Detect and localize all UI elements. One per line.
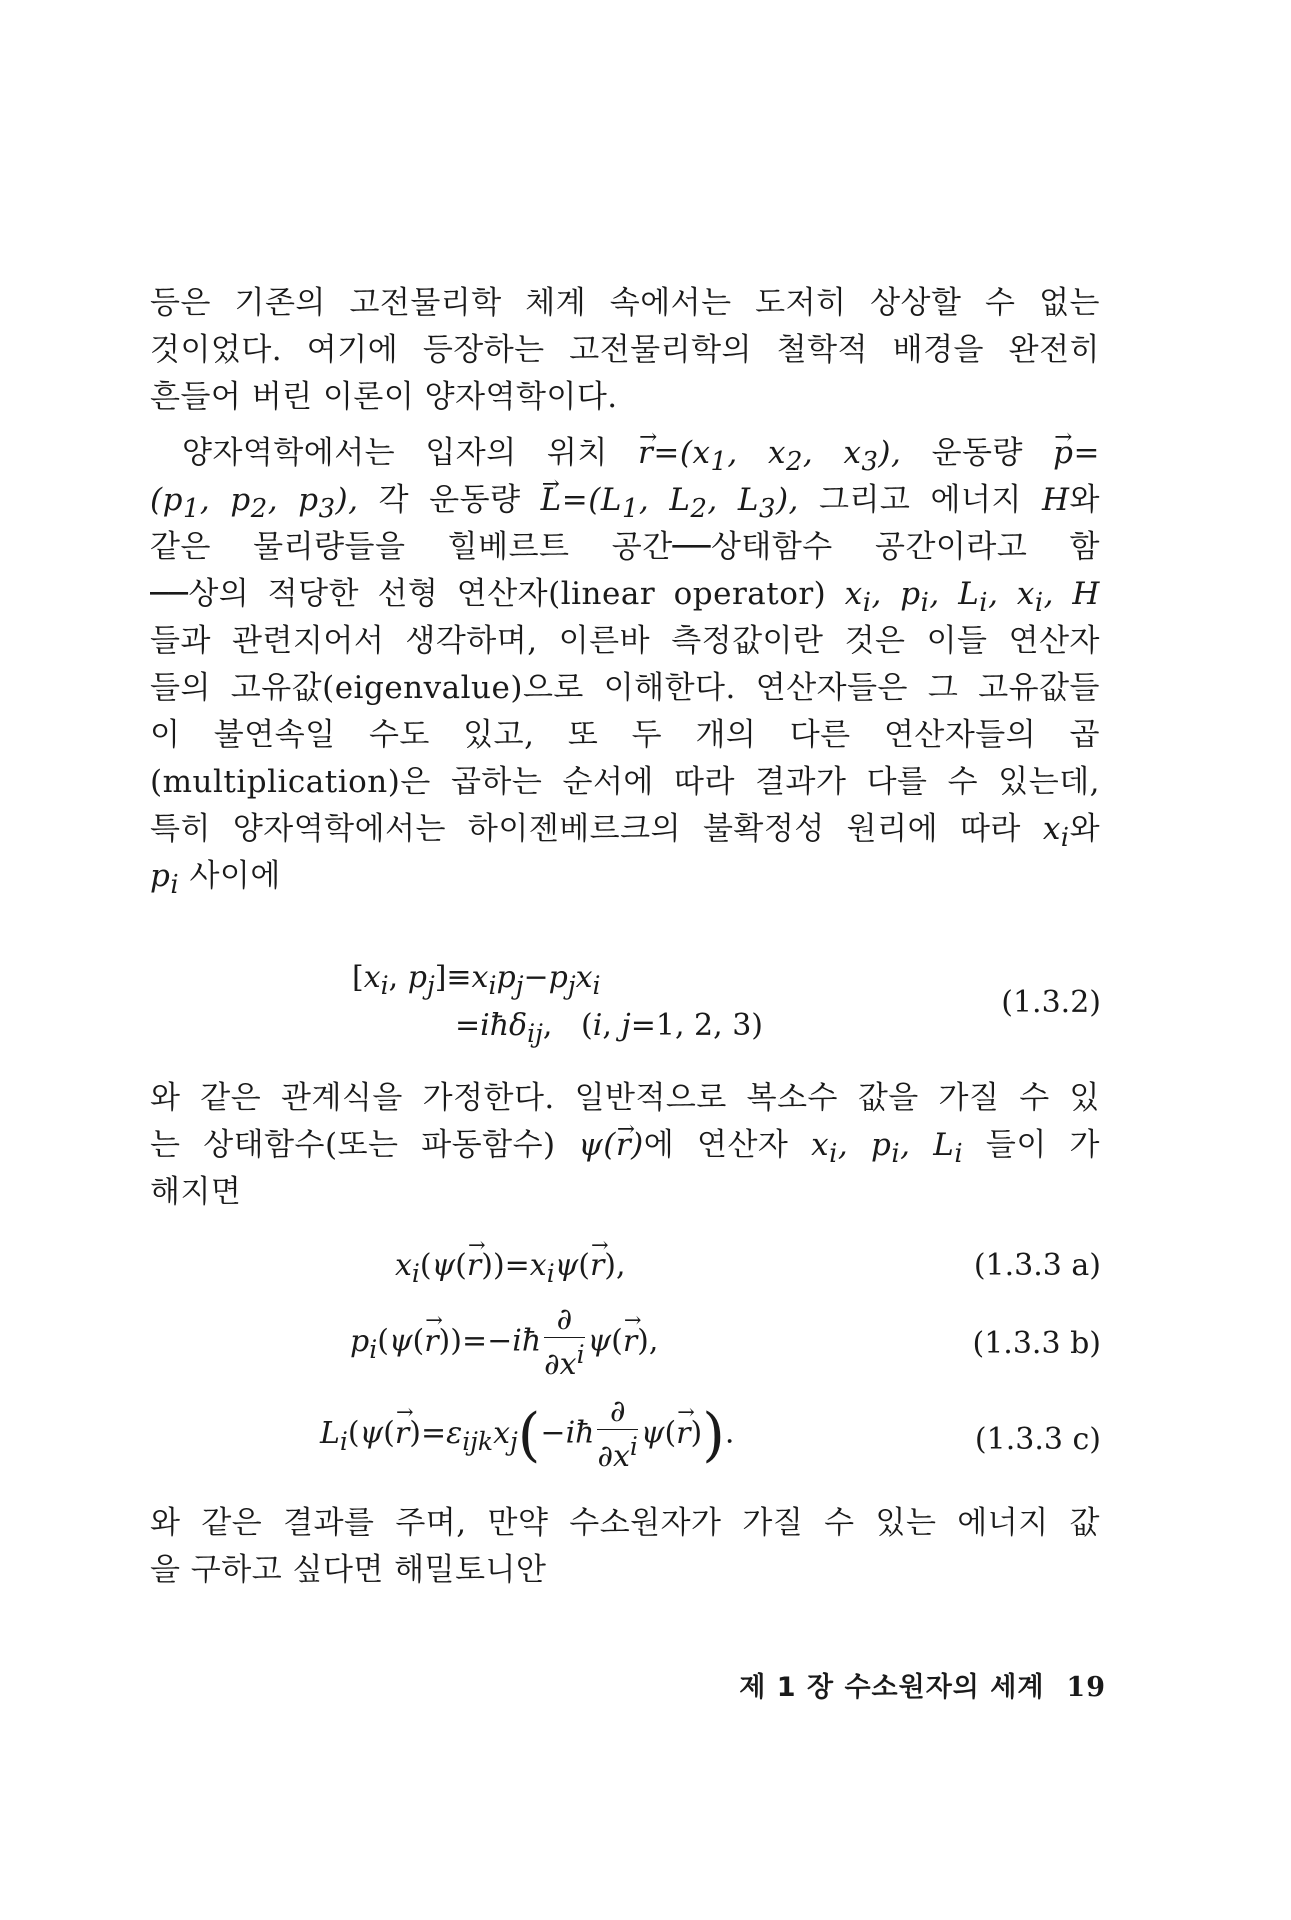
text-line: $p_i$ 사이에 xyxy=(150,858,281,900)
text-fragment: 들이 가 xyxy=(985,1127,1100,1163)
text-line: 같은 물리량들을 힐베르트 공간──상태함수 공간이라고 함 xyxy=(150,529,1100,565)
equation-1-3-3c: $L_i(\psi(\to$ $r)=\varepsilon_{ijk}x_j(-iħ$ $\frac{\partial}{\partial x^i}$ ψ(→ r)). xyxy=(320,1397,734,1472)
text-line: (multiplication)은 곱하는 순서에 따라 결과가 다를 수 있는데, xyxy=(150,764,1100,800)
text-line: 이 불연속일 수도 있고, 또 두 개의 다른 연산자들의 곱 xyxy=(150,717,1100,753)
paragraph-1 xyxy=(150,280,1100,421)
text-line xyxy=(150,1122,1100,1169)
text-line: 와 같은 관계식을 가정한다. 일반적으로 복소수 값을 가질 수 있 xyxy=(150,1080,1100,1116)
text-fragment: 운동량 xyxy=(931,435,1023,471)
text-line: 들의 고유값(eigenvalue)으로 이해한다. 연산자들은 그 고유값들 xyxy=(150,670,1100,706)
text-fragment: $x_i$와 xyxy=(1042,811,1100,853)
text-fragment: 에 연산자 xyxy=(643,1127,789,1163)
math-momentum-components: ($p_1$, $p_2$, $p_3$), xyxy=(150,482,359,524)
math-angular-momentum: → $L=(L_1$, $L_2$, $L_3$), xyxy=(541,482,799,518)
equation-number: (1.3.3 c) xyxy=(974,1422,1101,1457)
text-line: 것이었다. 여기에 등장하는 고전물리학의 철학적 배경을 완전히 xyxy=(150,332,1100,368)
math-momentum-vector: → p= xyxy=(1053,435,1100,471)
text-fragment: H와 xyxy=(1042,482,1100,518)
paragraph-4 xyxy=(150,1500,1100,1594)
equation-1-3-2-line-2: =iħδ$_{ij}$, (i, j=1, 2, 3) xyxy=(455,1008,763,1048)
text-fragment: 각 운동량 xyxy=(378,482,521,518)
page-number: 19 xyxy=(1066,1672,1106,1703)
math-operators: $x_i$, $p_i$, $L_i$, $x_i$, H xyxy=(844,576,1100,618)
text-fragment: 특히 양자역학에서는 하이젠베르크의 불확정성 원리에 따라 xyxy=(150,811,1021,847)
text-line xyxy=(150,571,1100,618)
text-fragment: ──상의 적당한 선형 연산자(linear operator) xyxy=(150,576,827,612)
math-position-vector: → $r=(x_1$, $x_2$, $x_3$), xyxy=(638,435,901,471)
text-line: 등은 기존의 고전물리학 체계 속에서는 도저히 상상할 수 없는 xyxy=(150,285,1100,321)
math-wavefunction: ψ(→ r) xyxy=(578,1127,643,1163)
text-line: 흔들어 버린 이론이 양자역학이다. xyxy=(150,379,618,415)
text-line: 들과 관련지어서 생각하며, 이른바 측정값이란 것은 이들 연산자 xyxy=(150,623,1100,659)
math-operators: $x_i$, $p_i$, $L_i$ xyxy=(811,1127,964,1169)
paragraph-3 xyxy=(150,1075,1100,1216)
equation-number: (1.3.2) xyxy=(1001,985,1101,1020)
text-fragment: 그리고 에너지 xyxy=(819,482,1022,518)
text-line: 을 구하고 싶다면 해밀토니안 xyxy=(150,1552,547,1588)
text-fragment: 사이에 xyxy=(189,858,281,894)
text-fragment: 는 상태함수(또는 파동함수) xyxy=(150,1127,556,1163)
text-line: 해지면 xyxy=(150,1174,242,1210)
equation-number: (1.3.3 a) xyxy=(973,1248,1101,1283)
equation-1-3-2-line-1: [$x_i$, $p_j]\equiv x_ip_j-p_jx_i$ xyxy=(352,960,601,1000)
paragraph-2 xyxy=(150,430,1100,900)
equation-number: (1.3.3 b) xyxy=(972,1326,1101,1361)
text-line: 와 같은 결과를 주며, 만약 수소원자가 가질 수 있는 에너지 값 xyxy=(150,1505,1100,1541)
text-line xyxy=(150,806,1100,853)
chapter-title: 제 1 장 수소원자의 세계 xyxy=(739,1672,1045,1703)
page-footer xyxy=(739,1665,1106,1704)
equation-1-3-3b: $p_i(\psi(\to$ r))=−iħ $\frac{\partial}{\partial x^i}$ ψ(→ r), xyxy=(350,1305,658,1380)
equation-1-3-3a: $x_i(\psi(\to r))=x_i\psi(\to r)$, xyxy=(395,1248,626,1288)
text-line xyxy=(150,430,1100,477)
text-fragment: 양자역학에서는 입자의 위치 xyxy=(182,435,608,471)
text-line xyxy=(150,477,1100,524)
